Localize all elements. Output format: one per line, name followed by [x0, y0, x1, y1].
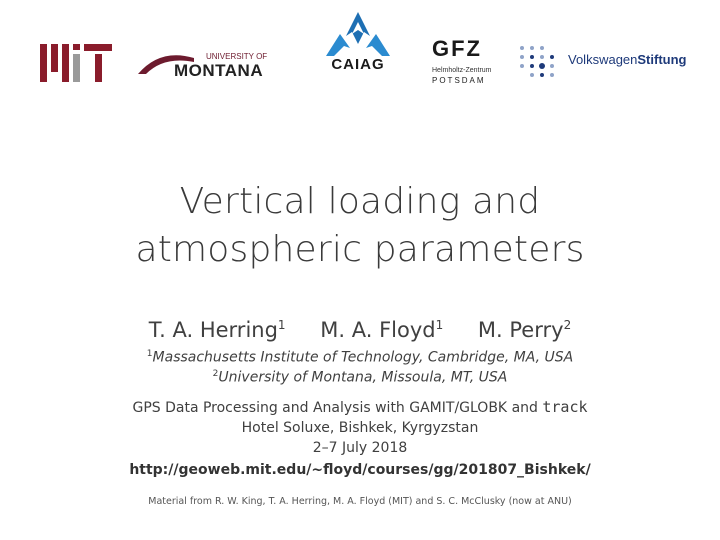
- montana-big-text: MONTANA: [174, 61, 264, 80]
- montana-logo: [138, 50, 290, 82]
- gfz-subtitle-2: POTSDAM: [432, 76, 486, 85]
- affil-text: University of Montana, Missoula, MT, USA: [218, 369, 508, 386]
- affil-sup: 2: [212, 369, 219, 379]
- course-name-track: track: [542, 398, 588, 416]
- course-venue: Hotel Soluxe, Bishkek, Kyrgyzstan: [241, 420, 479, 436]
- affil-text: Massachusetts Institute of Technology, Cambridge, MA, USA: [152, 349, 574, 366]
- logo-bar: [0, 0, 720, 110]
- author-3: [478, 318, 571, 342]
- dot-grid-icon: [518, 44, 562, 78]
- author-list: [0, 318, 720, 342]
- credit-note: Material from R. W. King, T. A. Herring, M. A. Floyd (MIT) and S. C. McClusky (now at ANU): [148, 496, 572, 507]
- gfz-logo: [428, 36, 500, 88]
- mountain-peaks-icon: [320, 10, 396, 56]
- affiliation-1: [0, 349, 720, 366]
- affiliation-2: [0, 369, 720, 386]
- course-info: [0, 397, 720, 458]
- gfz-text: GFZ: [432, 36, 482, 61]
- title-line-2: atmospheric parameters: [135, 229, 585, 270]
- course-dates: 2–7 July 2018: [312, 440, 408, 456]
- author-affil-sup: 2: [563, 318, 572, 332]
- author-1: [149, 318, 286, 342]
- montana-small-text: UNIVERSITY OF: [206, 52, 268, 61]
- course-name: [0, 397, 720, 418]
- title-line-1: Vertical loading and: [179, 181, 541, 222]
- volkswagen-stiftung-logo: [518, 44, 698, 78]
- course-name-text: GPS Data Processing and Analysis with GAMIT/GLOBK and: [132, 400, 543, 416]
- vw-regular-text: Volkswagen: [568, 52, 638, 67]
- mit-logo: [40, 44, 116, 84]
- gfz-subtitle-1: Helmholtz-Zentrum: [432, 67, 492, 74]
- slide-title: [0, 178, 720, 274]
- caiag-text: CAIAG: [331, 56, 385, 73]
- author-name: T. A. Herring: [148, 318, 278, 342]
- author-2: [320, 318, 443, 342]
- author-name: M. A. Floyd: [320, 318, 436, 342]
- author-name: M. Perry: [477, 318, 564, 342]
- caiag-logo: [320, 10, 396, 76]
- author-affil-sup: 1: [435, 318, 444, 332]
- vw-bold-text: Stiftung: [637, 52, 687, 67]
- course-url-link[interactable]: http://geoweb.mit.edu/~floyd/courses/gg/201807_Bishkek/: [129, 462, 591, 478]
- author-affil-sup: 1: [277, 318, 286, 332]
- affil-sup: 1: [146, 349, 153, 359]
